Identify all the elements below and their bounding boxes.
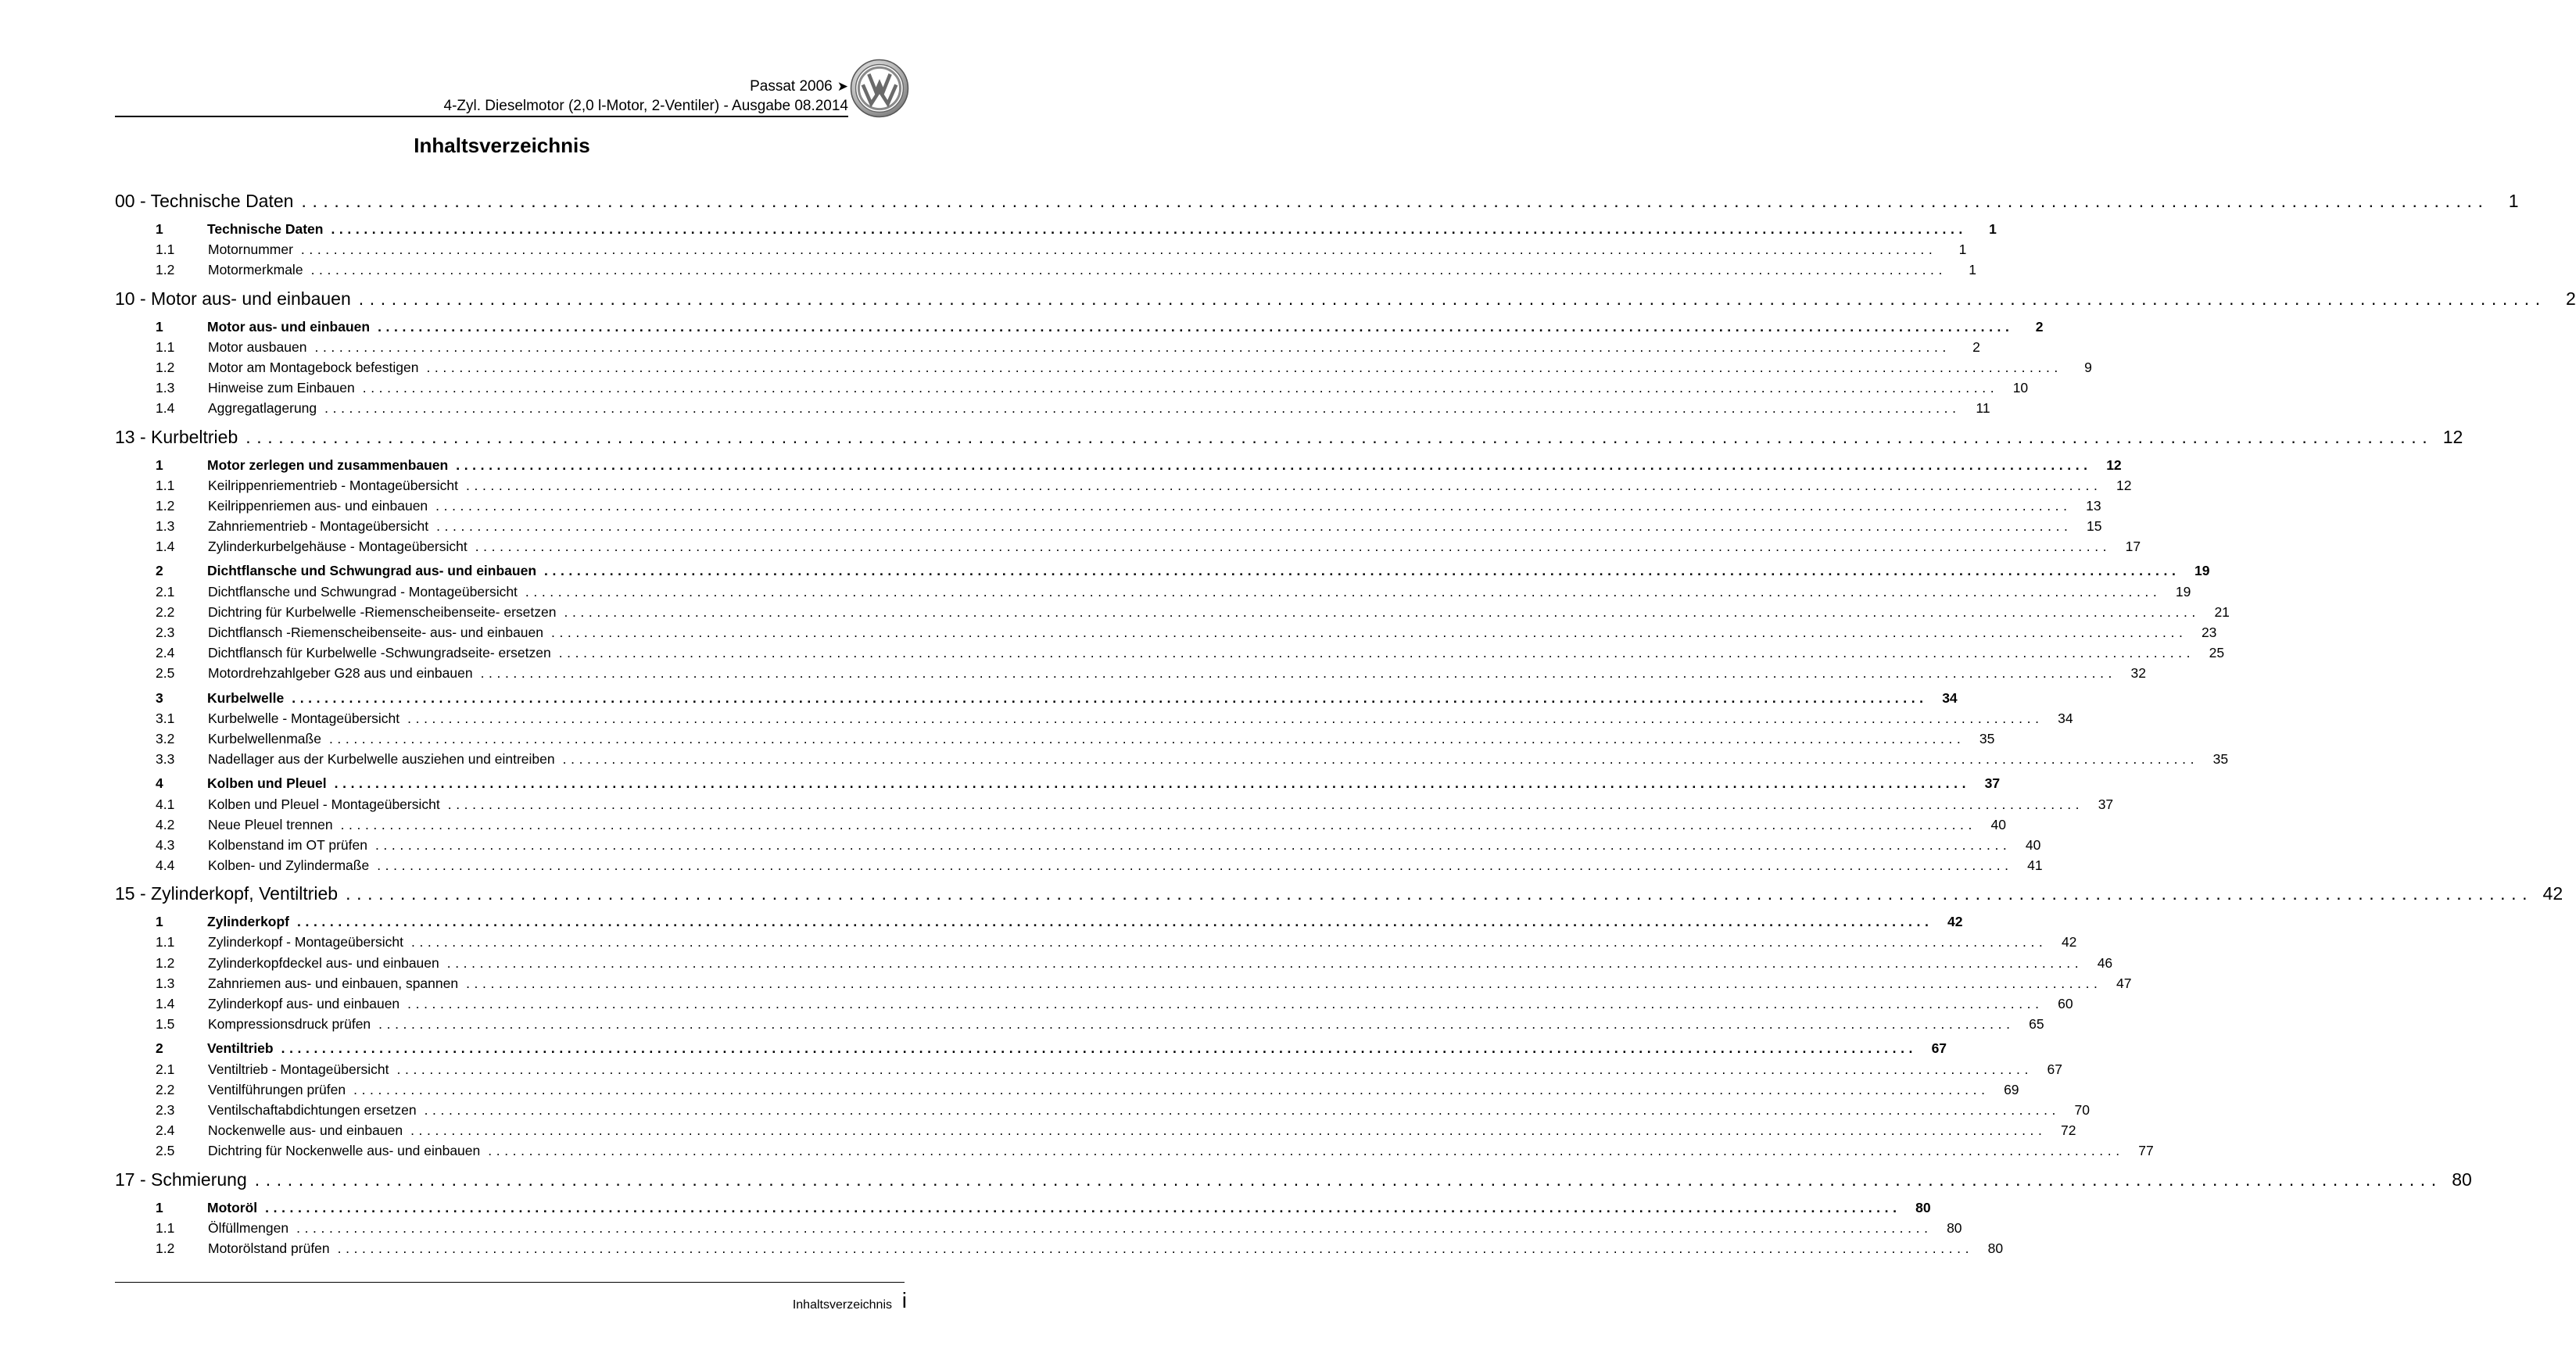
entry-number: 1.1 <box>156 338 175 355</box>
entry-number: 1 <box>156 221 163 237</box>
dot-leader: ........................................................................................................................................................................................................ <box>281 1040 1918 1057</box>
dot-leader: ........................................................................................................................................................................................................ <box>446 954 2083 971</box>
toc-subsection[interactable] <box>115 728 1995 749</box>
entry-number: 2.3 <box>156 1101 175 1118</box>
toc-section[interactable] <box>115 219 1997 239</box>
dot-leader: ........................................................................................................................................................................................................ <box>362 380 1999 396</box>
entry-title: Ventiltrieb <box>207 1040 274 1057</box>
entry-title: Motor ausbauen <box>208 338 307 355</box>
entry-number: 1.2 <box>156 954 175 971</box>
entry-title: Neue Pleuel trennen <box>208 816 333 832</box>
entry-number: 1.4 <box>156 539 175 555</box>
entry-title: Ventiltrieb - Montageübersicht <box>208 1061 389 1077</box>
toc-subsection[interactable] <box>115 337 1980 357</box>
entry-page-number: 37 <box>2098 796 2114 812</box>
dot-leader: ........................................................................................................................................................................................................ <box>314 338 1951 355</box>
entry-page-number: 1 <box>1989 221 1997 237</box>
entry-page-number: 9 <box>2084 359 2092 375</box>
entry-number: 2.4 <box>156 645 175 661</box>
entry-number: 2 <box>156 563 163 579</box>
entry-title: Dichtflansch -Riemenscheibenseite- aus- und einbauen <box>208 625 543 640</box>
header-vehicle <box>750 78 848 95</box>
entry-number: 1 <box>156 318 163 335</box>
entry-number: 1.1 <box>156 1219 175 1236</box>
entry-number: 1 <box>156 914 163 930</box>
dot-leader: ........................................................................................................................................................................................................ <box>297 914 1933 930</box>
dot-leader: ........................................................................................................................................................................................................ <box>475 539 2112 555</box>
entry-number: 2 <box>156 1040 163 1057</box>
dot-leader: ........................................................................................................................................................................................................ <box>396 1061 2033 1077</box>
entry-page-number: 35 <box>2212 751 2229 768</box>
entry-title: Dichtflansche und Schwungrad - Montageübersicht <box>208 583 518 600</box>
entry-title: Motor zerlegen und zusammenbauen <box>207 456 449 473</box>
dot-leader: ........................................................................................................................................................................................................ <box>324 400 1961 417</box>
dot-leader: ........................................................................................................................................................................................................ <box>337 1240 1974 1256</box>
vehicle-model: Passat 2006 <box>750 78 833 95</box>
toc-section[interactable] <box>115 455 2122 475</box>
entry-page-number: 13 <box>2086 497 2101 514</box>
entry-page-number: 80 <box>1987 1240 2004 1256</box>
entry-title: Ventilführungen prüfen <box>208 1081 346 1097</box>
entry-number: 1 <box>156 1199 163 1215</box>
entry-number: 2.2 <box>156 603 175 620</box>
entry-number: 1.3 <box>156 380 175 396</box>
toc-subsection[interactable] <box>115 357 2092 378</box>
toc-subsection[interactable] <box>115 1059 2062 1079</box>
dot-leader: ........................................................................................................................................................................................................ <box>435 497 2072 514</box>
toc-subsection[interactable] <box>115 835 2041 855</box>
dot-leader: ........................................................................................................................................................................................................ <box>328 730 1965 746</box>
toc-subsection[interactable] <box>115 1014 2044 1034</box>
entry-number: 4.1 <box>156 796 175 812</box>
entry-title: Motornummer <box>208 242 293 258</box>
entry-number: 1.3 <box>156 518 175 535</box>
entry-title: Nadellager aus der Kurbelwelle ausziehen und eintreiben <box>208 751 555 768</box>
toc-subsection[interactable] <box>115 260 1976 280</box>
toc-subsection[interactable] <box>115 663 2146 683</box>
dot-leader: ........................................................................................................................................................................................................ <box>466 477 2102 493</box>
entry-title: Motor am Montagebock befestigen <box>208 359 419 375</box>
footer-page-number: i <box>901 1288 907 1312</box>
entry-page-number: 80 <box>1915 1199 1931 1215</box>
toc-section[interactable] <box>115 911 1963 932</box>
entry-title: Motordrehzahlgeber G28 aus und einbauen <box>208 665 473 682</box>
dot-leader: ........................................................................................................................................................................................................ <box>407 710 2044 726</box>
footer-label: Inhaltsverzeichnis <box>792 1298 892 1312</box>
dot-leader: ........................................................................................................................................................................................................ <box>424 1101 2060 1118</box>
entry-title: Kurbelwellenmaße <box>208 730 321 746</box>
table-of-contents <box>115 188 2576 1258</box>
entry-number: 1.5 <box>156 1016 175 1033</box>
chapter-page-number: 42 <box>2542 883 2563 904</box>
chapter-page-number: 2 <box>2566 288 2576 309</box>
toc-subsection[interactable] <box>115 1100 2090 1120</box>
entry-number: 2.2 <box>156 1081 175 1097</box>
entry-title: Motorölstand prüfen <box>208 1240 330 1256</box>
entry-title: Zahnriementrieb - Montageübersicht <box>208 518 429 535</box>
entry-page-number: 77 <box>2138 1143 2154 1159</box>
header-divider <box>115 116 848 117</box>
dot-leader: ........................................................................................................................................................................................................ <box>296 1219 1933 1236</box>
entry-page-number: 67 <box>1931 1040 1947 1057</box>
entry-page-number: 1 <box>1958 242 1967 258</box>
entry-page-number: 21 <box>2214 603 2230 620</box>
entry-number: 4.2 <box>156 816 175 832</box>
toc-subsection[interactable] <box>115 536 2141 557</box>
dot-leader: ........................................................................................................................................................................................................ <box>426 359 2062 375</box>
entry-title: Keilrippenriemen aus- und einbauen <box>208 497 428 514</box>
toc-subsection[interactable] <box>115 855 2043 875</box>
entry-page-number: 19 <box>2175 583 2191 600</box>
dot-leader: ........................................................................................................................................................................................................ <box>447 796 2084 812</box>
entry-page-number: 70 <box>2074 1101 2090 1118</box>
entry-title: Dichtring für Nockenwelle aus- und einbauen <box>208 1143 481 1159</box>
dot-leader: ........................................................................................................................................................................................................ <box>410 934 2048 950</box>
entry-title: Dichtring für Kurbelwelle -Riemenscheibenseite- ersetzen <box>208 603 557 620</box>
dot-leader: ........................................................................................................................................................................................................ <box>334 775 1971 792</box>
entry-number: 1.1 <box>156 934 175 950</box>
entry-number: 1.4 <box>156 996 175 1011</box>
toc-subsection[interactable] <box>115 1140 2154 1161</box>
dot-leader: ........................................................................................................................................................................................................ <box>558 645 2195 661</box>
dot-leader: ........................................................................................................................................................................................................ <box>254 1169 2442 1190</box>
dot-leader: ........................................................................................................................................................................................................ <box>525 583 2162 600</box>
entry-page-number: 35 <box>1979 730 1995 746</box>
toc-subsection[interactable] <box>115 749 2229 769</box>
entry-page-number: 23 <box>2201 625 2217 640</box>
entry-page-number: 42 <box>1947 914 1963 930</box>
toc-section[interactable] <box>115 1197 1931 1218</box>
entry-page-number: 32 <box>2130 665 2146 682</box>
dot-leader: ........................................................................................................................................................................................................ <box>265 1199 1901 1215</box>
toc-subsection[interactable] <box>115 378 2029 398</box>
toc-subsection[interactable] <box>115 239 1967 260</box>
entry-number: 2.4 <box>156 1122 175 1139</box>
dot-leader: ........................................................................................................................................................................................................ <box>358 288 2546 309</box>
toc-subsection[interactable] <box>115 516 2102 536</box>
toc-subsection[interactable] <box>115 993 2073 1014</box>
toc-subsection[interactable] <box>115 1120 2076 1140</box>
dot-leader: ........................................................................................................................................................................................................ <box>544 563 2180 579</box>
entry-page-number: 34 <box>2058 710 2073 726</box>
entry-number: 2.1 <box>156 1061 175 1077</box>
entry-page-number: 11 <box>1976 400 1990 417</box>
entry-title: Zylinderkurbelgehäuse - Montageübersicht <box>208 539 468 555</box>
dot-leader: ........................................................................................................................................................................................................ <box>488 1143 2124 1159</box>
entry-number: 3 <box>156 689 163 706</box>
dot-leader: ........................................................................................................................................................................................................ <box>292 689 1928 706</box>
dot-leader: ........................................................................................................................................................................................................ <box>378 318 2014 335</box>
toc-section[interactable] <box>115 317 2044 337</box>
toc-section[interactable] <box>115 1038 1947 1058</box>
entry-number: 1.2 <box>156 497 175 514</box>
chapter-page-number: 1 <box>2508 191 2519 211</box>
entry-number: 2.3 <box>156 625 175 640</box>
entry-page-number: 47 <box>2116 975 2132 991</box>
toc-subsection[interactable] <box>115 1238 2004 1258</box>
entry-page-number: 41 <box>2027 857 2043 874</box>
toc-subsection[interactable] <box>115 622 2217 643</box>
entry-title: Motoröl <box>207 1199 258 1215</box>
entry-title: Zylinderkopf <box>207 914 290 930</box>
entry-number: 3.1 <box>156 710 175 726</box>
entry-number: 2.5 <box>156 1143 175 1159</box>
entry-page-number: 80 <box>1947 1219 1962 1236</box>
entry-number: 2.1 <box>156 583 175 600</box>
entry-number: 3.2 <box>156 730 175 746</box>
toc-subsection[interactable] <box>115 953 2113 973</box>
entry-page-number: 15 <box>2087 518 2102 535</box>
dot-leader: ........................................................................................................................................................................................................ <box>562 751 2199 768</box>
entry-title: Ventilschaftabdichtungen ersetzen <box>208 1101 417 1118</box>
entry-number: 2.5 <box>156 665 175 682</box>
dot-leader: ........................................................................................................................................................................................................ <box>564 603 2200 620</box>
chapter-title: 15 - Zylinderkopf, Ventiltrieb <box>115 883 339 904</box>
dot-leader: ........................................................................................................................................................................................................ <box>346 883 2534 904</box>
toc-subsection[interactable] <box>115 932 2077 952</box>
entry-title: Keilrippenriementrieb - Montageübersicht <box>208 477 459 493</box>
entry-page-number: 1 <box>1969 262 1976 278</box>
dot-leader: ........................................................................................................................................................................................................ <box>407 996 2044 1011</box>
toc-subsection[interactable] <box>115 475 2132 496</box>
entry-page-number: 17 <box>2125 539 2141 555</box>
toc-subsection[interactable] <box>115 814 2006 835</box>
dot-leader: ........................................................................................................................................................................................................ <box>410 1122 2047 1139</box>
entry-title: Aggregatlagerung <box>208 400 317 417</box>
entry-page-number: 40 <box>1990 816 2006 832</box>
entry-page-number: 65 <box>2029 1016 2044 1033</box>
entry-title: Zylinderkopfdeckel aus- und einbauen <box>208 954 439 971</box>
entry-page-number: 42 <box>2061 934 2077 950</box>
arrow-right-icon: ➤ <box>837 79 848 94</box>
dot-leader: ........................................................................................................................................................................................................ <box>245 426 2434 447</box>
dot-leader: ........................................................................................................................................................................................................ <box>331 221 1967 237</box>
entry-page-number: 25 <box>2209 645 2225 661</box>
toc-subsection[interactable] <box>115 794 2114 814</box>
entry-page-number: 72 <box>2061 1122 2076 1139</box>
entry-page-number: 40 <box>2025 836 2041 853</box>
entry-number: 4.3 <box>156 836 175 853</box>
entry-page-number: 67 <box>2047 1061 2062 1077</box>
entry-number: 1.1 <box>156 242 175 258</box>
entry-number: 1.2 <box>156 359 175 375</box>
toc-subsection[interactable] <box>115 582 2191 602</box>
dot-leader: ........................................................................................................................................................................................................ <box>374 836 2012 853</box>
toc-chapter[interactable] <box>115 880 2563 911</box>
entry-page-number: 46 <box>2097 954 2113 971</box>
chapter-page-number: 80 <box>2452 1169 2472 1190</box>
dot-leader: ........................................................................................................................................................................................................ <box>480 665 2116 682</box>
footer-divider <box>115 1282 905 1283</box>
entry-number: 3.3 <box>156 751 175 768</box>
toc-section[interactable] <box>115 773 2001 793</box>
entry-title: Zylinderkopf - Montageübersicht <box>208 934 403 950</box>
entry-number: 4 <box>156 775 163 792</box>
entry-title: Ölfüllmengen <box>208 1219 289 1236</box>
chapter-title: 13 - Kurbeltrieb <box>115 426 238 447</box>
entry-title: Kolben- und Zylindermaße <box>208 857 370 874</box>
entry-title: Hinweise zum Einbauen <box>208 380 355 396</box>
entry-page-number: 2 <box>1972 338 1980 355</box>
entry-page-number: 37 <box>1984 775 2001 792</box>
dot-leader: ........................................................................................................................................................................................................ <box>551 625 2187 640</box>
entry-title: Kolben und Pleuel - Montageübersicht <box>208 796 440 812</box>
entry-title: Technische Daten <box>207 221 324 237</box>
entry-title: Motor aus- und einbauen <box>207 318 371 335</box>
chapter-title: 10 - Motor aus- und einbauen <box>115 288 351 309</box>
dot-leader: ........................................................................................................................................................................................................ <box>378 1016 2015 1033</box>
toc-section[interactable] <box>115 688 1958 708</box>
entry-number: 1.1 <box>156 477 175 493</box>
entry-title: Dichtflansche und Schwungrad aus- und einbauen <box>207 563 537 579</box>
entry-title: Kolbenstand im OT prüfen <box>208 836 367 853</box>
dot-leader: ........................................................................................................................................................................................................ <box>436 518 2073 535</box>
entry-number: 1.4 <box>156 400 175 417</box>
entry-title: Zylinderkopf aus- und einbauen <box>208 996 400 1011</box>
header-engine: 4-Zyl. Dieselmotor (2,0 l-Motor, 2-Ventiler) - Ausgabe 08.2014 <box>443 98 848 114</box>
vw-logo <box>850 59 909 118</box>
dot-leader: ........................................................................................................................................................................................................ <box>456 456 2092 473</box>
dot-leader: ........................................................................................................................................................................................................ <box>310 262 1947 278</box>
entry-title: Motormerkmale <box>208 262 303 278</box>
chapter-page-number: 12 <box>2442 426 2463 447</box>
toc-chapter[interactable] <box>115 424 2463 455</box>
entry-number: 1.2 <box>156 1240 175 1256</box>
entry-page-number: 10 <box>2012 380 2029 396</box>
dot-leader: ........................................................................................................................................................................................................ <box>340 816 1976 832</box>
entry-page-number: 69 <box>2004 1081 2019 1097</box>
entry-page-number: 12 <box>2106 456 2122 473</box>
dot-leader: ........................................................................................................................................................................................................ <box>300 242 1937 258</box>
dot-leader: ........................................................................................................................................................................................................ <box>353 1081 1990 1097</box>
entry-page-number: 2 <box>2035 318 2044 335</box>
toc-subsection[interactable] <box>115 708 2073 728</box>
toc-subsection[interactable] <box>115 1218 1962 1238</box>
toc-subsection[interactable] <box>115 496 2101 516</box>
chapter-title: 00 - Technische Daten <box>115 191 294 211</box>
entry-title: Nockenwelle aus- und einbauen <box>208 1122 403 1139</box>
entry-page-number: 60 <box>2058 996 2073 1011</box>
toc-chapter[interactable] <box>115 1166 2472 1197</box>
entry-title: Zahnriemen aus- und einbauen, spannen <box>208 975 459 991</box>
dot-leader: ........................................................................................................................................................................................................ <box>466 975 2102 991</box>
toc-section[interactable] <box>115 560 2210 581</box>
toc-subsection[interactable] <box>115 1079 2019 1100</box>
entry-title: Kurbelwelle - Montageübersicht <box>208 710 400 726</box>
toc-chapter[interactable] <box>115 285 2576 317</box>
entry-number: 1.3 <box>156 975 175 991</box>
toc-subsection[interactable] <box>115 602 2230 622</box>
entry-title: Dichtflansch für Kurbelwelle -Schwungradseite- ersetzen <box>208 645 551 661</box>
entry-page-number: 12 <box>2116 477 2132 493</box>
entry-page-number: 19 <box>2194 563 2210 579</box>
toc-subsection[interactable] <box>115 973 2132 993</box>
entry-title: Kurbelwelle <box>207 689 285 706</box>
entry-page-number: 34 <box>1942 689 1958 706</box>
toc-subsection[interactable] <box>115 643 2225 663</box>
entry-title: Kolben und Pleuel <box>207 775 327 792</box>
entry-number: 4.4 <box>156 857 175 874</box>
page-title: Inhaltsverzeichnis <box>414 134 590 157</box>
entry-number: 1.2 <box>156 262 175 278</box>
page-header <box>115 72 848 119</box>
toc-subsection[interactable] <box>115 398 1990 418</box>
entry-number: 1 <box>156 456 163 473</box>
dot-leader: ........................................................................................................................................................................................................ <box>301 191 2489 211</box>
dot-leader: ........................................................................................................................................................................................................ <box>377 857 2013 874</box>
entry-title: Kompressionsdruck prüfen <box>208 1016 371 1033</box>
chapter-title: 17 - Schmierung <box>115 1169 247 1190</box>
toc-chapter[interactable] <box>115 188 2519 219</box>
